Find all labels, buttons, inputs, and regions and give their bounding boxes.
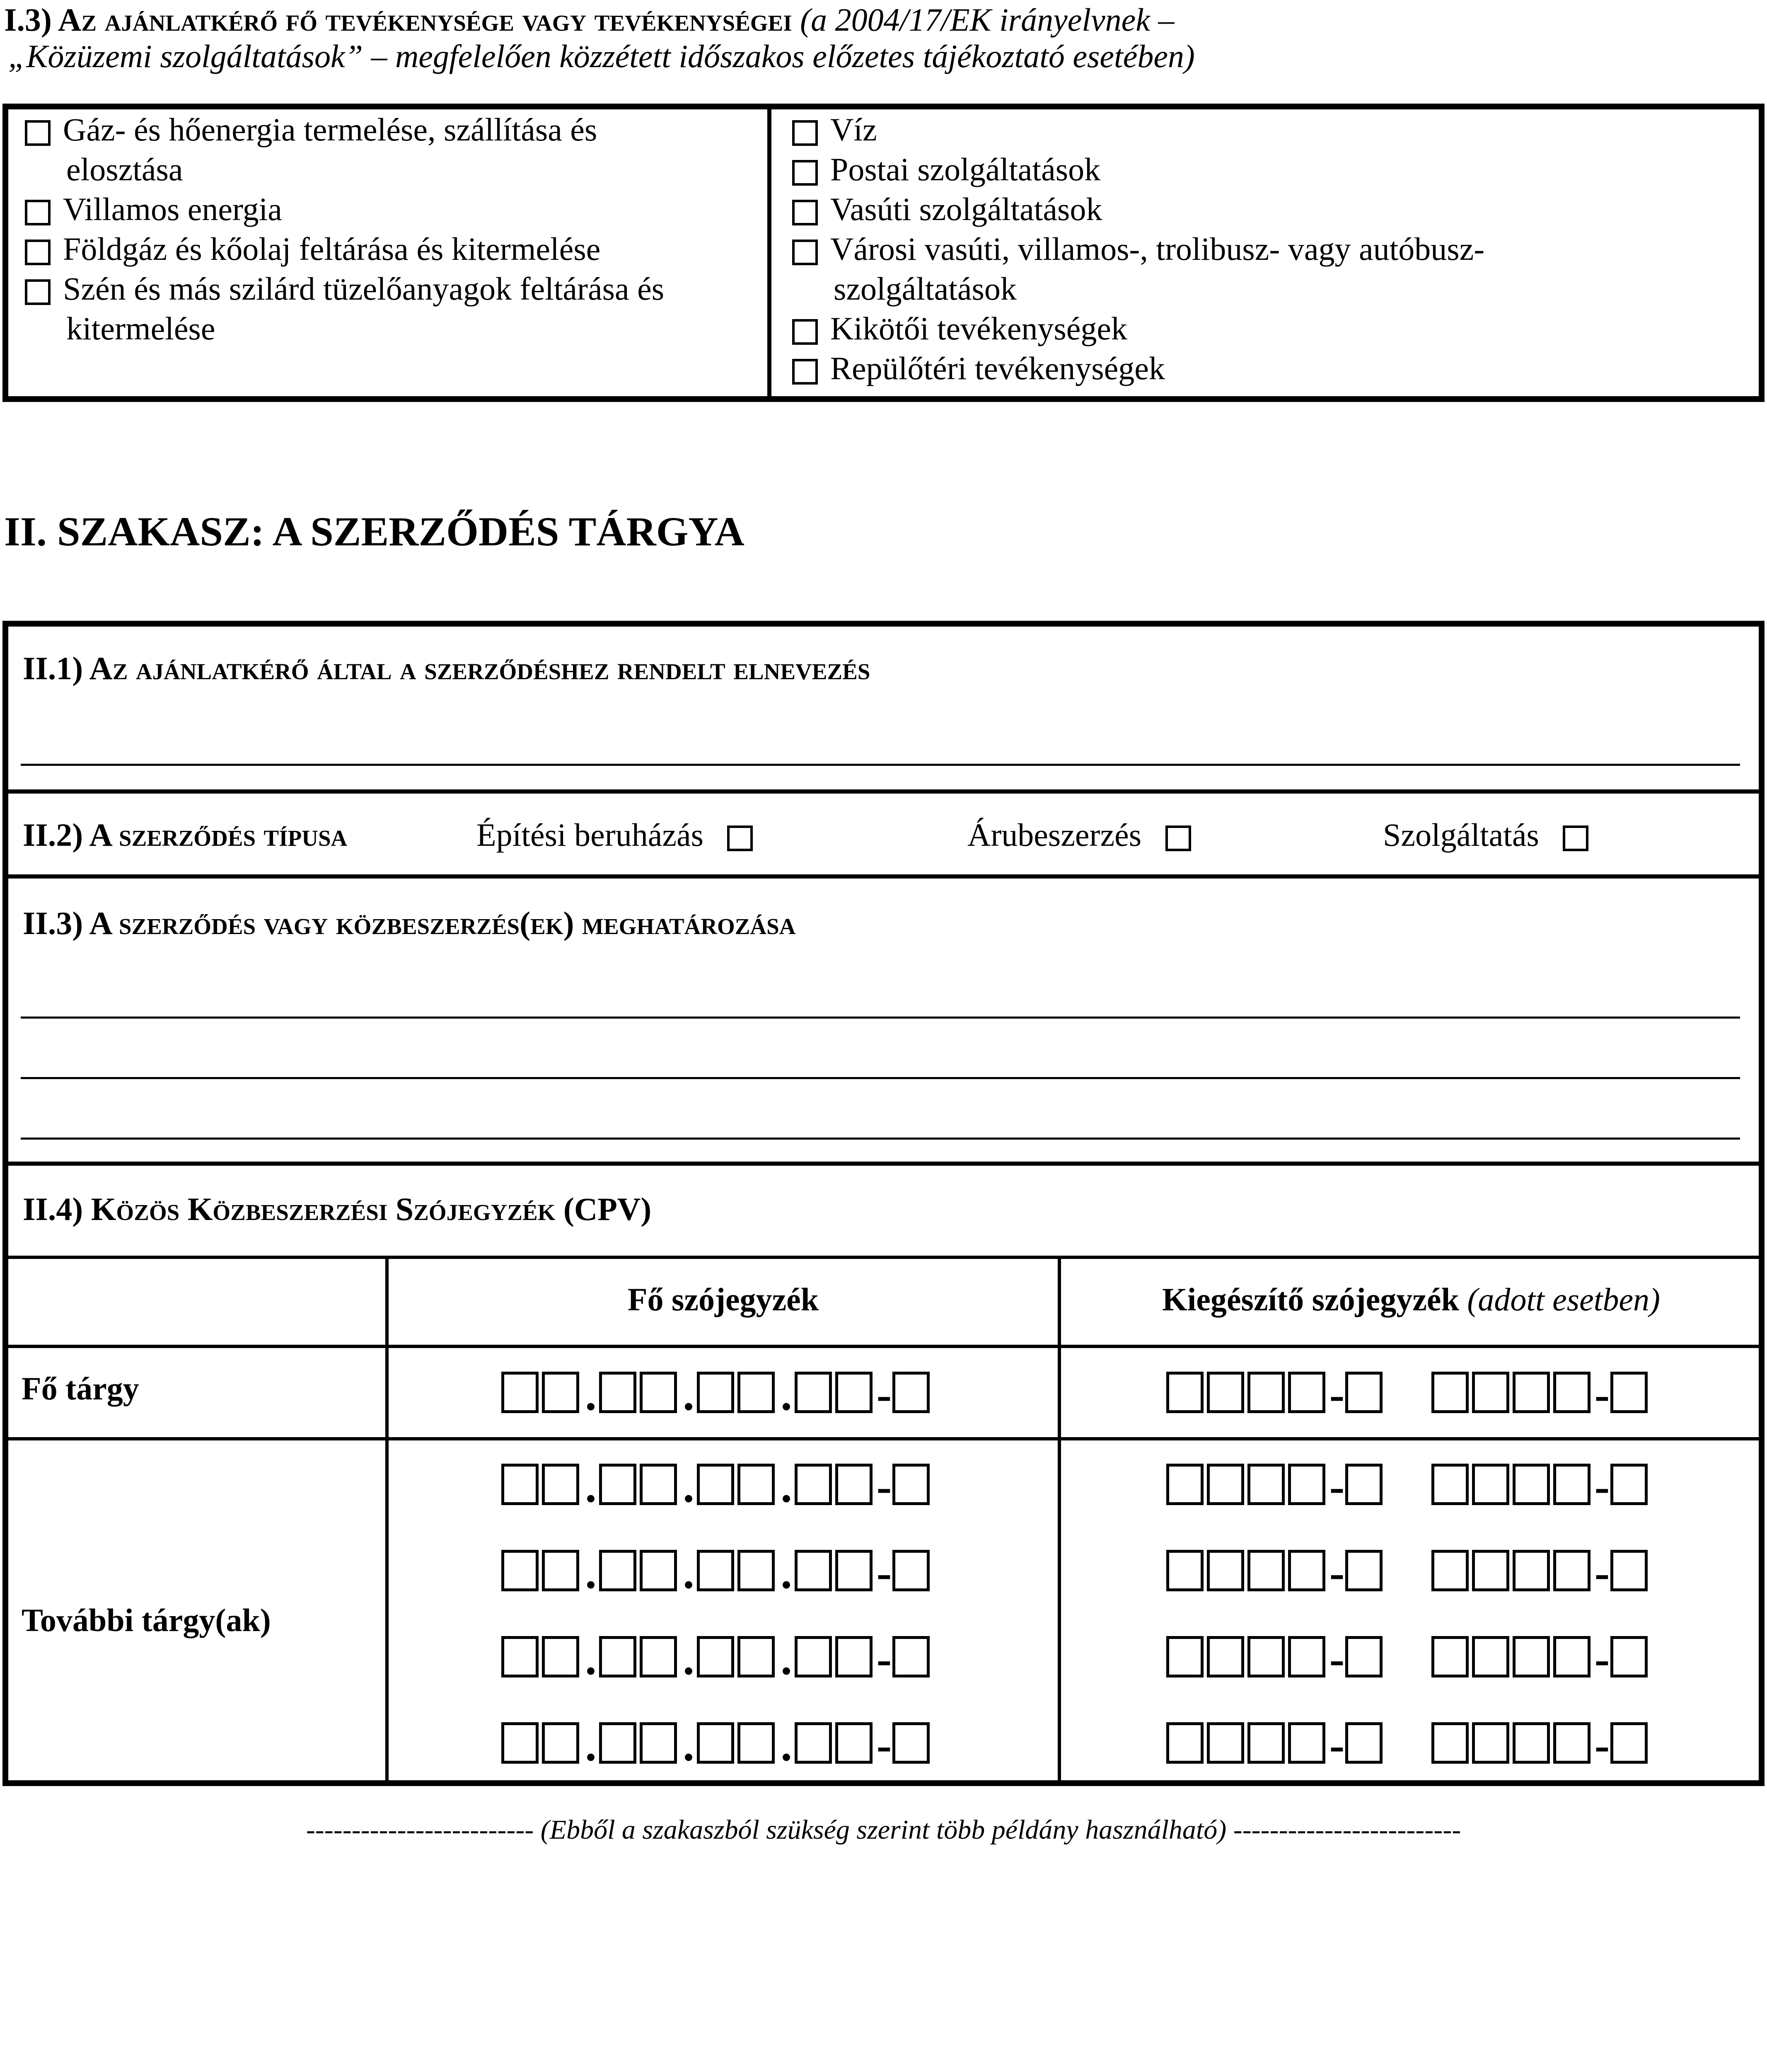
code-cell[interactable] [795,1550,832,1591]
code-cell[interactable] [542,1372,579,1413]
code-cell[interactable] [501,1372,539,1413]
code-cell[interactable] [1553,1372,1591,1413]
ii-divider-2 [2,874,1765,879]
code-cell[interactable] [892,1464,930,1505]
section-ii-title: II. SZAKASZ: A SZERZŐDÉS TÁRGYA [4,508,745,554]
cpv-supp-code-1[interactable] [1166,1718,1386,1770]
activity-left-checkbox[interactable] [25,279,51,305]
ii2-works-checkbox[interactable] [727,825,753,851]
code-cell[interactable] [1431,1550,1469,1591]
activity-right-label: Vasúti szolgáltatások [830,191,1102,227]
code-cell[interactable] [835,1372,873,1413]
code-cell[interactable] [1610,1372,1648,1413]
cpv-row-additional-label: További tárgy(ak) [22,1602,271,1638]
code-cell[interactable] [835,1636,873,1677]
activity-left-label-cont: elosztása [66,151,183,187]
activity-right-label: Városi vasúti, villamos-, trolibusz- vagy autóbusz- [830,231,1485,267]
code-cell[interactable] [640,1464,677,1505]
code-cell[interactable] [1431,1722,1469,1764]
activity-right-label-cont: szolgáltatások [834,271,1017,307]
ii3-input-line-3[interactable] [21,1138,1740,1140]
code-cell[interactable] [1610,1550,1648,1591]
code-cell[interactable] [737,1372,775,1413]
code-cell[interactable] [697,1636,734,1677]
code-separator: . [585,1720,597,1770]
ii2-option-services[interactable] [1383,815,1588,855]
code-separator: - [1594,1634,1610,1684]
code-cell[interactable] [697,1464,734,1505]
cpv-main-code-main[interactable] [501,1368,933,1420]
code-cell[interactable] [542,1550,579,1591]
code-cell[interactable] [1166,1464,1204,1505]
code-separator: . [585,1461,597,1512]
code-cell[interactable] [1207,1372,1244,1413]
activity-right-label: Víz [830,111,877,148]
code-cell[interactable] [737,1722,775,1764]
section-i3-divider [767,104,771,402]
ii2-services-checkbox[interactable] [1563,825,1588,851]
code-cell[interactable] [1247,1372,1285,1413]
code-cell[interactable] [1472,1372,1509,1413]
code-cell[interactable] [1166,1550,1204,1591]
code-cell[interactable] [1513,1636,1550,1677]
code-cell[interactable] [640,1372,677,1413]
section-i3-heading [4,0,1174,40]
code-cell[interactable] [1610,1636,1648,1677]
cpv-supp-code-2[interactable] [1431,1460,1651,1512]
cpv-header-main: Fő szójegyzék [627,1281,819,1317]
code-separator: . [781,1547,792,1598]
code-separator: . [683,1547,694,1598]
code-cell[interactable] [1247,1636,1285,1677]
code-separator: - [1594,1547,1610,1598]
code-cell[interactable] [599,1722,636,1764]
code-cell[interactable] [892,1550,930,1591]
activity-left-label: Gáz- és hőenergia termelése, szállítása és [63,111,597,148]
ii2-supplies-checkbox[interactable] [1165,825,1191,851]
section-i3-heading-bold: I.3) Az ajánlatkérő fő tevékenysége vagy tevékenységei [4,2,792,38]
activity-right-item[interactable] [792,110,877,150]
activity-right-label: Kikötői tevékenységek [830,310,1127,346]
ii2-option-supplies[interactable] [967,815,1191,855]
code-cell[interactable] [1513,1722,1550,1764]
ii3-input-line-2[interactable] [21,1077,1740,1079]
code-cell[interactable] [1472,1464,1509,1505]
section-i3-heading-line2: „Közüzemi szolgáltatások” – megfelelően közzétett időszakos előzetes tájékoztató esetében) [8,38,1195,74]
code-cell[interactable] [1166,1372,1204,1413]
activity-left-label-cont: kitermelése [66,310,215,346]
code-cell[interactable] [835,1722,873,1764]
code-cell[interactable] [1553,1464,1591,1505]
code-separator: - [1329,1547,1345,1598]
activity-left-item[interactable] [25,110,597,150]
code-cell[interactable] [1472,1722,1509,1764]
ii4-label: II.4) Közös Közbeszerzési Szójegyzék (CPV) [23,1191,652,1227]
code-cell[interactable] [1553,1550,1591,1591]
code-separator: - [876,1720,892,1770]
activity-left-label: Földgáz és kőolaj feltárása és kitermelése [63,231,601,267]
cpv-supp-code-2[interactable] [1431,1546,1651,1598]
code-cell[interactable] [795,1722,832,1764]
code-separator: - [1594,1720,1610,1770]
code-cell[interactable] [1288,1722,1325,1764]
code-cell[interactable] [1288,1636,1325,1677]
activity-right-label: Repülőtéri tevékenységek [830,350,1165,386]
code-cell[interactable] [542,1464,579,1505]
code-cell[interactable] [1513,1464,1550,1505]
code-cell[interactable] [1166,1636,1204,1677]
code-separator: . [781,1720,792,1770]
code-cell[interactable] [640,1636,677,1677]
cpv-supp-code-2[interactable] [1431,1718,1651,1770]
activity-right-checkbox[interactable] [792,359,818,385]
cpv-main-code-additional[interactable] [501,1460,933,1512]
code-separator: . [585,1634,597,1684]
cpv-main-code-additional[interactable] [501,1546,933,1598]
activity-left-item[interactable] [25,269,664,309]
cpv-main-row-bottom [2,1437,1765,1440]
cpv-col-divider-2 [1058,1256,1061,1786]
cpv-col-divider-1 [385,1256,389,1786]
cpv-header-supp-label: Kiegészítő szójegyzék [1162,1281,1459,1317]
cpv-supp-code-1[interactable] [1166,1368,1386,1420]
activity-right-item[interactable] [792,189,1102,229]
code-cell[interactable] [1247,1550,1285,1591]
code-cell[interactable] [640,1550,677,1591]
ii2-option-services-label: Szolgáltatás [1383,817,1539,853]
code-cell[interactable] [1207,1464,1244,1505]
cpv-header-supp-note: (adott esetben) [1467,1281,1661,1317]
code-cell[interactable] [1207,1550,1244,1591]
activity-right-checkbox[interactable] [792,200,818,225]
code-cell[interactable] [1610,1464,1648,1505]
ii-divider-1 [2,789,1765,794]
ii2-option-works[interactable] [476,815,753,855]
code-separator: - [1594,1369,1610,1420]
code-cell[interactable] [599,1464,636,1505]
code-cell[interactable] [795,1372,832,1413]
activity-left-checkbox[interactable] [25,240,51,265]
code-cell[interactable] [1472,1550,1509,1591]
code-cell[interactable] [1610,1722,1648,1764]
section-ii-note: ------------------------- (Ebből a szakaszból szükség szerint több példány használható) ------------------------- [306,1815,1461,1845]
code-cell[interactable] [1288,1372,1325,1413]
code-separator: - [876,1461,892,1512]
code-cell[interactable] [795,1636,832,1677]
cpv-main-code-additional[interactable] [501,1632,933,1684]
code-cell[interactable] [1513,1550,1550,1591]
ii2-label: II.2) A szerződés típusa [23,817,348,853]
activity-right-item[interactable] [792,229,1484,269]
cpv-supp-code-2[interactable] [1431,1368,1651,1420]
code-cell[interactable] [542,1722,579,1764]
code-cell[interactable] [1553,1722,1591,1764]
code-separator: . [781,1461,792,1512]
code-cell[interactable] [892,1372,930,1413]
activity-right-checkbox[interactable] [792,120,818,146]
code-cell[interactable] [599,1550,636,1591]
code-cell[interactable] [795,1464,832,1505]
activity-right-checkbox[interactable] [792,240,818,265]
code-cell[interactable] [1247,1722,1285,1764]
activity-left-label: Szén és más szilárd tüzelőanyagok feltárása és [63,271,665,307]
activity-left-checkbox[interactable] [25,120,51,146]
cpv-supp-code-1[interactable] [1166,1460,1386,1512]
code-cell[interactable] [1345,1636,1383,1677]
code-separator: - [1329,1720,1345,1770]
code-separator: - [876,1634,892,1684]
cpv-header-supp [1061,1280,1761,1319]
code-cell[interactable] [501,1636,539,1677]
code-cell[interactable] [892,1636,930,1677]
cpv-header-bottom [2,1345,1765,1348]
code-cell[interactable] [737,1550,775,1591]
code-separator: . [683,1461,694,1512]
cpv-table-top [2,1256,1765,1259]
activity-right-item[interactable] [792,309,1127,349]
code-separator: - [1329,1369,1345,1420]
cpv-main-code-additional[interactable] [501,1718,933,1770]
cpv-supp-code-1[interactable] [1166,1632,1386,1684]
code-cell[interactable] [1431,1372,1469,1413]
cpv-supp-code-1[interactable] [1166,1546,1386,1598]
activity-left-checkbox[interactable] [25,200,51,225]
code-cell[interactable] [1513,1372,1550,1413]
code-cell[interactable] [1166,1722,1204,1764]
activity-right-item[interactable] [792,349,1165,388]
ii3-input-line-1[interactable] [21,1017,1740,1019]
code-separator: - [1594,1461,1610,1512]
code-cell[interactable] [1207,1636,1244,1677]
activity-left-item[interactable] [25,189,282,229]
activity-right-label: Postai szolgáltatások [830,151,1101,187]
activity-left-item[interactable] [25,229,600,269]
code-cell[interactable] [640,1722,677,1764]
code-cell[interactable] [1345,1550,1383,1591]
code-cell[interactable] [501,1464,539,1505]
cpv-supp-code-2[interactable] [1431,1632,1651,1684]
code-cell[interactable] [1431,1636,1469,1677]
code-separator: . [781,1369,792,1420]
code-cell[interactable] [501,1550,539,1591]
code-cell[interactable] [1247,1464,1285,1505]
activity-right-item[interactable] [792,150,1100,189]
activity-right-checkbox[interactable] [792,319,818,345]
code-cell[interactable] [835,1550,873,1591]
ii2-option-supplies-label: Árubeszerzés [967,817,1142,853]
code-cell[interactable] [1431,1464,1469,1505]
code-separator: . [683,1634,694,1684]
code-cell[interactable] [835,1464,873,1505]
code-cell[interactable] [1207,1722,1244,1764]
ii-divider-3 [2,1162,1765,1166]
code-separator: - [876,1547,892,1598]
code-cell[interactable] [697,1372,734,1413]
code-cell[interactable] [1345,1722,1383,1764]
code-cell[interactable] [542,1636,579,1677]
section-i3-heading-rest: (a 2004/17/EK irányelvnek – [792,2,1175,38]
code-cell[interactable] [697,1722,734,1764]
code-cell[interactable] [1345,1372,1383,1413]
code-separator: . [683,1369,694,1420]
code-cell[interactable] [1345,1464,1383,1505]
code-separator: - [1329,1634,1345,1684]
ii3-label: II.3) A szerződés vagy közbeszerzés(ek) meghatározása [23,905,796,941]
code-separator: . [585,1369,597,1420]
cpv-row-main-label: Fő tárgy [22,1370,139,1406]
code-cell[interactable] [1553,1636,1591,1677]
code-cell[interactable] [599,1372,636,1413]
code-cell[interactable] [1288,1550,1325,1591]
ii1-input-line[interactable] [21,764,1740,766]
code-cell[interactable] [599,1636,636,1677]
ii2-option-works-label: Építési beruházás [476,817,703,853]
code-cell[interactable] [697,1550,734,1591]
code-cell[interactable] [1288,1464,1325,1505]
activity-left-label: Villamos energia [63,191,282,227]
code-separator: . [781,1634,792,1684]
code-separator: . [585,1547,597,1598]
code-cell[interactable] [892,1722,930,1764]
code-cell[interactable] [737,1464,775,1505]
code-cell[interactable] [1472,1636,1509,1677]
code-separator: . [683,1720,694,1770]
ii1-label: II.1) Az ajánlatkérő által a szerződéshez rendelt elnevezés [23,650,870,686]
code-separator: - [1329,1461,1345,1512]
code-cell[interactable] [737,1636,775,1677]
activity-right-checkbox[interactable] [792,160,818,186]
code-cell[interactable] [501,1722,539,1764]
code-separator: - [876,1369,892,1420]
